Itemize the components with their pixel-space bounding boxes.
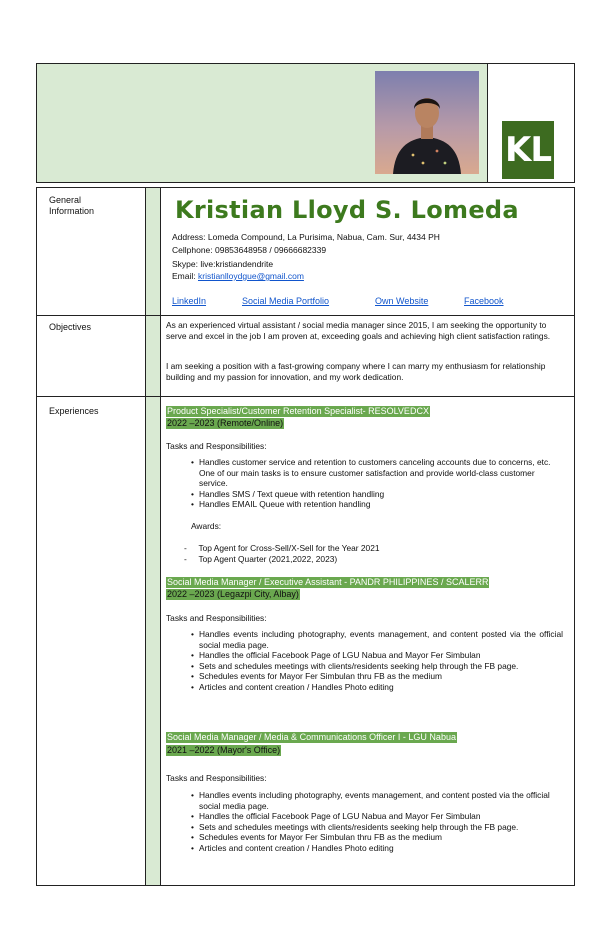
objective-paragraph-1: As an experienced virtual assistant / social media manager since 2015, I am seeking the opportunity to serve and excel in the job I am proven at, exceeding goals and achieving high client satisfaction ratings.	[166, 320, 551, 341]
own-website-link[interactable]: Own Website	[375, 296, 429, 306]
facebook-link[interactable]: Facebook	[464, 296, 504, 306]
resume-header	[36, 63, 575, 183]
experience-3-title: Social Media Manager / Media & Communications Officer I - LGU Nabua	[167, 732, 456, 742]
experience-2-title: Social Media Manager / Executive Assistant - PANDR PHILIPPINES / SCALERR	[167, 577, 489, 587]
address-line: Address: Lomeda Compound, La Purisima, Nabua, Cam. Sur, 4434 PH	[172, 232, 440, 242]
list-item: • Handles customer service and retention to customers canceling accounts due to concerns, etc. One of our main tasks is to ensure customer satisfaction and provide world-class customer service.	[191, 457, 555, 489]
list-item: • Sets and schedules meetings with clients/residents seeking help through the FB page.	[191, 822, 553, 833]
list-item: • Sets and schedules meetings with clients/residents seeking help through the FB page.	[191, 661, 563, 672]
list-item: • Articles and content creation / Handles Photo editing	[191, 682, 563, 693]
list-item: • Handles SMS / Text queue with retention handling	[191, 489, 555, 500]
row-divider-1	[37, 315, 574, 316]
row-divider-2	[37, 396, 574, 397]
section-label-general: General Information	[49, 195, 95, 216]
monogram-logo: KL	[502, 121, 554, 179]
header-divider	[487, 64, 488, 182]
award-text: Top Agent for Cross-Sell/X-Sell for the Year 2021	[198, 543, 380, 553]
experience-2-task-list	[191, 629, 563, 693]
section-label-objectives: Objectives	[49, 322, 92, 332]
experience-1-title: Product Specialist/Customer Retention Specialist- RESOLVEDCX	[167, 406, 429, 416]
email-label: Email:	[172, 271, 198, 281]
social-media-portfolio-link[interactable]: Social Media Portfolio	[242, 296, 330, 306]
list-item: • Handles the official Facebook Page of LGU Nabua and Mayor Fer Simbulan	[191, 811, 553, 822]
experience-3-date: 2021 –2022 (Mayor's Office)	[167, 745, 281, 755]
list-item: • Handles events including photography, events management, and content posted via the official social media page.	[191, 629, 563, 650]
column-divider-left	[145, 188, 146, 885]
experience-1-tasks-label: Tasks and Responsibilities:	[166, 441, 267, 451]
linkedin-link[interactable]: LinkedIn	[172, 296, 207, 306]
experience-3-tasks-label: Tasks and Responsibilities:	[166, 773, 267, 783]
award-text: Top Agent Quarter (2021,2022, 2023)	[198, 554, 338, 564]
email-link[interactable]: kristianlloydgue@gmail.com	[197, 271, 304, 281]
list-item: • Handles the official Facebook Page of LGU Nabua and Mayor Fer Simbulan	[191, 650, 563, 661]
list-item: • Schedules events for Mayor Fer Simbulan thru FB as the medium	[191, 832, 553, 843]
award-item-2: - Top Agent Quarter (2021,2022, 2023)	[184, 554, 338, 564]
resume-body-table	[36, 187, 575, 886]
experience-2-tasks-label: Tasks and Responsibilities:	[166, 613, 267, 623]
objective-paragraph-2: I am seeking a position with a fast-growing company where I can marry my enthusiasm for relationship building and my passion for innovation, and my work dedication.	[166, 361, 546, 382]
accent-column	[145, 188, 160, 885]
experience-1-date: 2022 –2023 (Remote/Online)	[167, 418, 284, 428]
cellphone-line: Cellphone: 09853648958 / 09666682339	[172, 245, 327, 255]
list-item: • Handles events including photography, events management, and content posted via the official social media page.	[191, 790, 553, 811]
experience-2-date: 2022 –2023 (Legazpi City, Albay)	[167, 589, 299, 599]
list-item: • Handles EMAIL Queue with retention handling	[191, 499, 555, 510]
experience-1-task-list	[191, 457, 555, 510]
skype-line: Skype: live:kristiandendrite	[172, 259, 274, 269]
award-item-1: - Top Agent for Cross-Sell/X-Sell for the Year 2021	[184, 543, 380, 553]
profile-photo	[375, 71, 479, 174]
experience-1-awards-label: Awards:	[191, 521, 222, 531]
list-item: • Articles and content creation / Handles Photo editing	[191, 843, 553, 854]
list-item: • Schedules events for Mayor Fer Simbulan thru FB as the medium	[191, 671, 563, 682]
column-divider-right	[160, 188, 161, 885]
experience-3-task-list	[191, 790, 553, 854]
section-label-experiences: Experiences	[49, 406, 99, 416]
candidate-name: Kristian Lloyd S. Lomeda	[175, 196, 519, 224]
email-line	[172, 270, 304, 282]
